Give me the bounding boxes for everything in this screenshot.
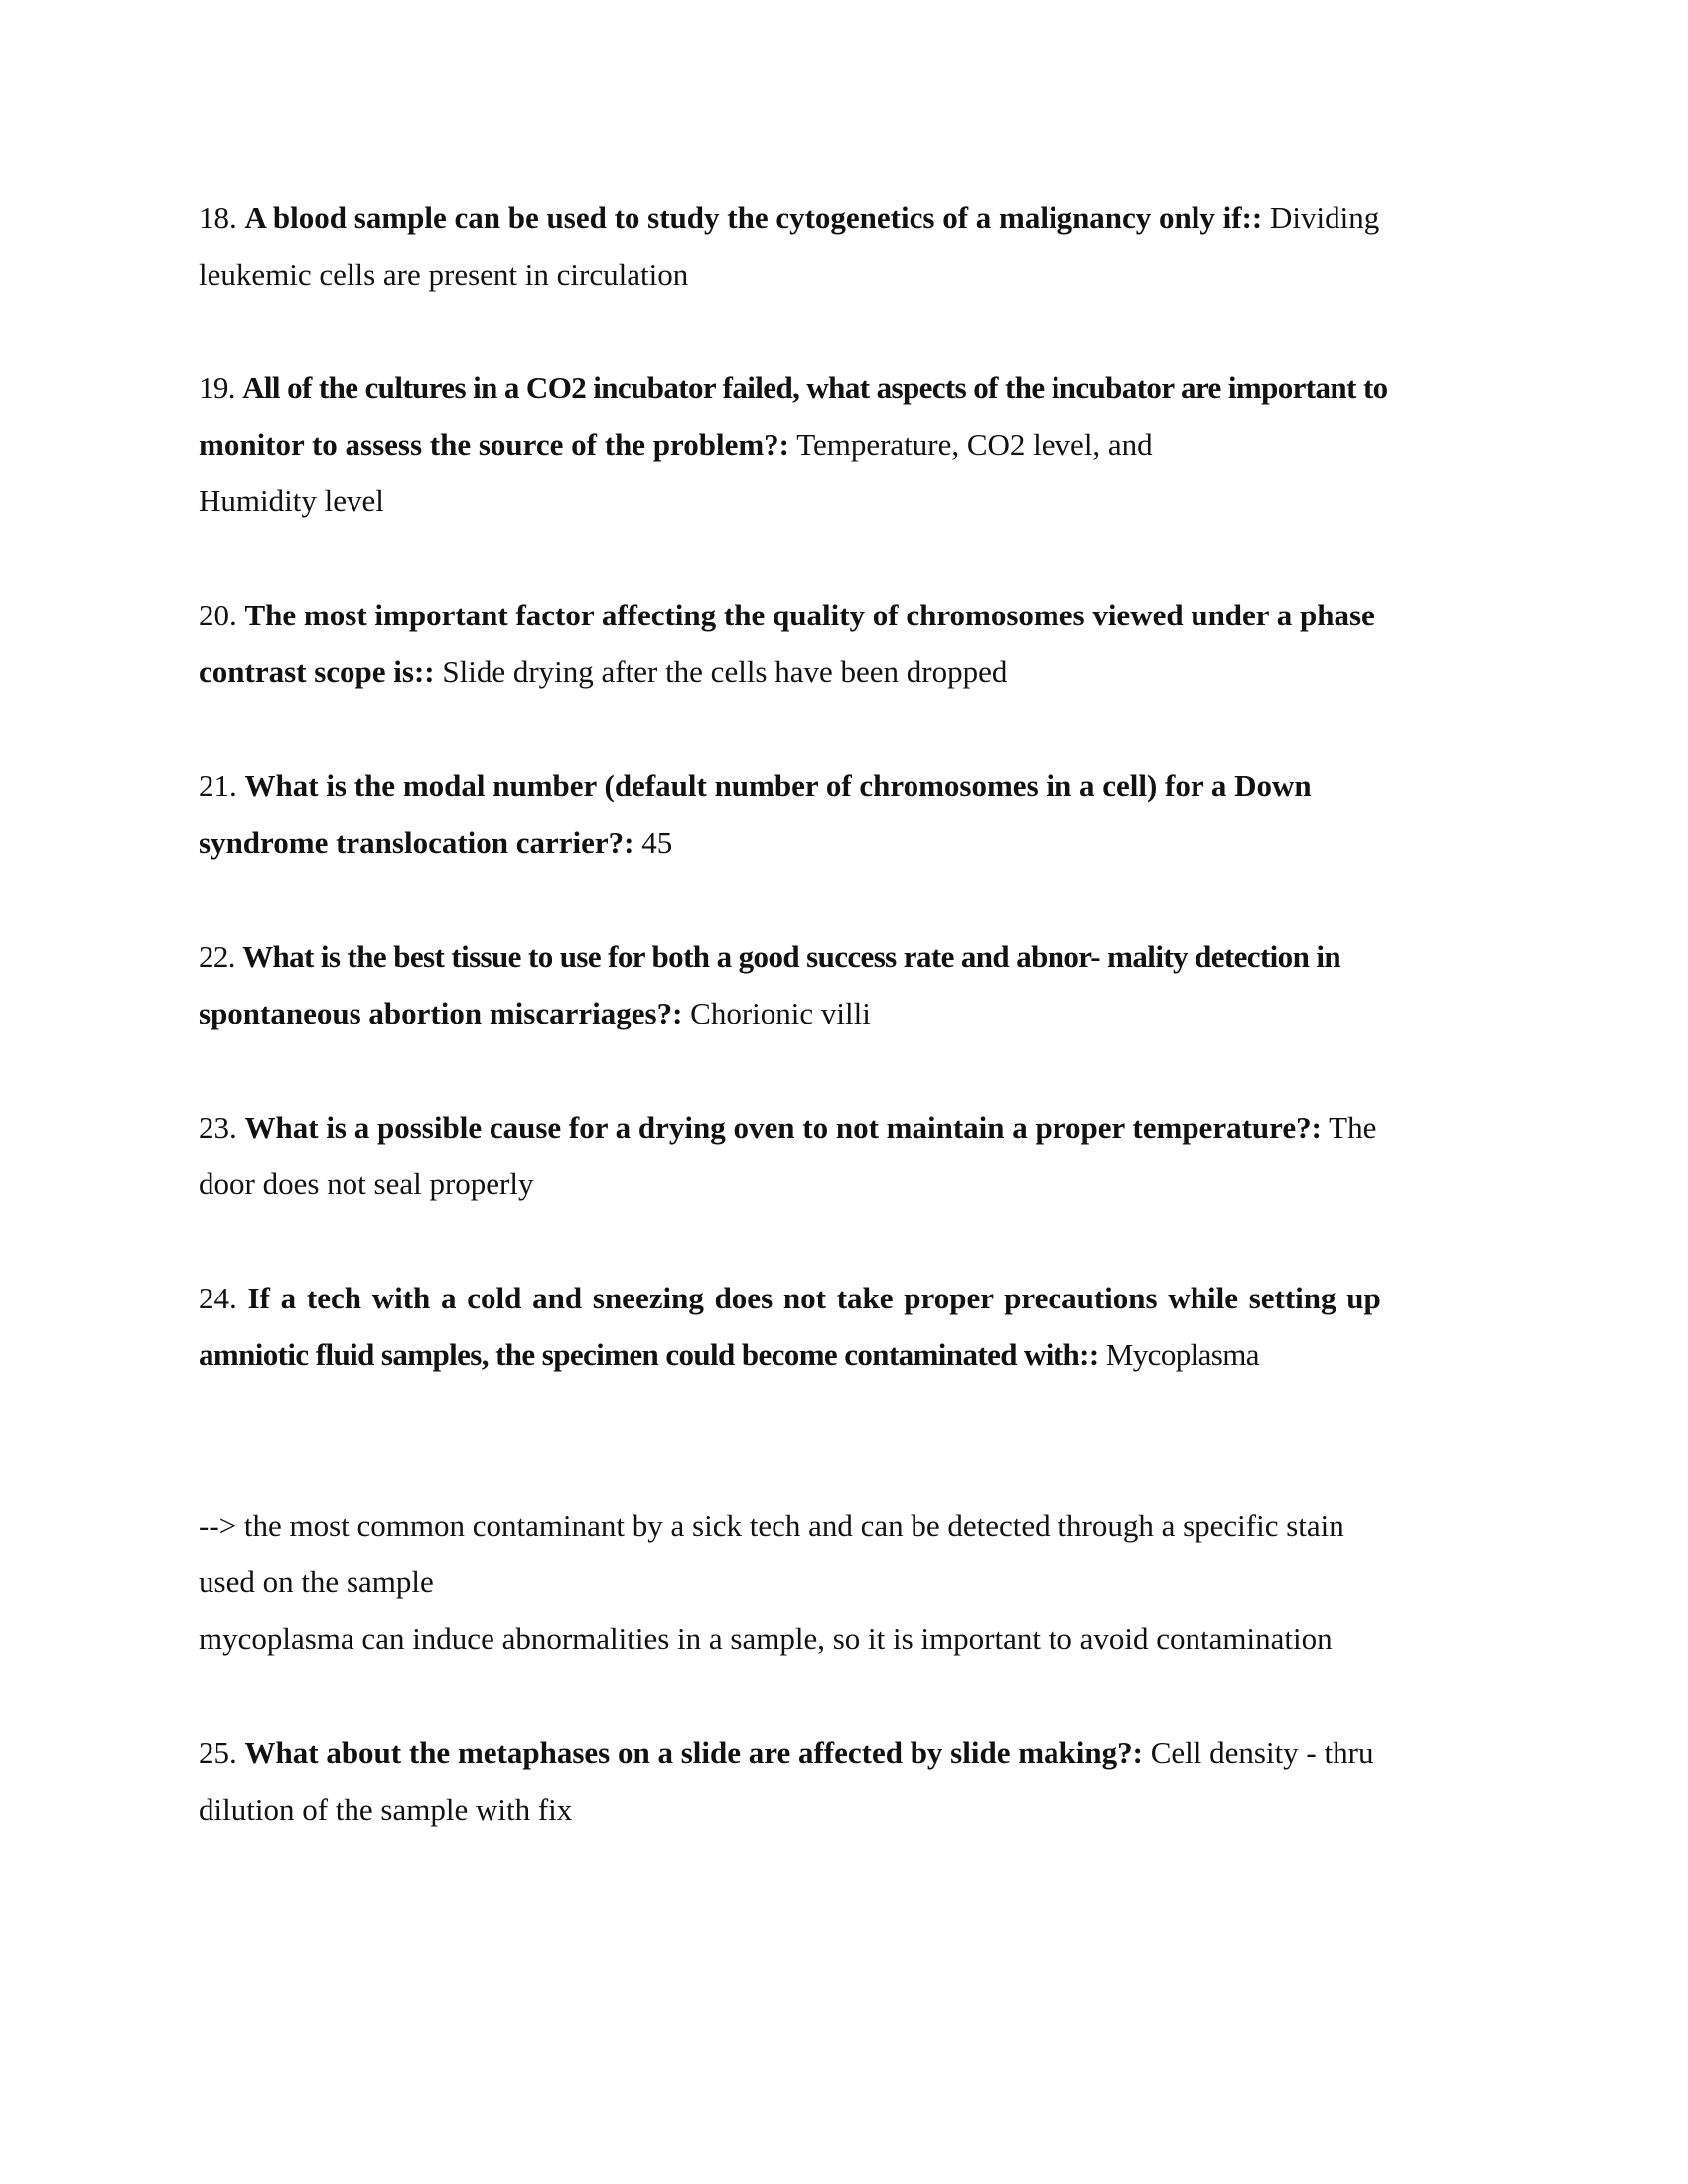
item-number: 24. (199, 1281, 237, 1315)
question-text: What is the best tissue to use for both a good success rate and abnor- mality detection in (242, 939, 1341, 974)
question-text: spontaneous abortion miscarriages?: (199, 996, 683, 1030)
item-number: 20. (199, 598, 237, 632)
question-text: All of the cultures in a CO2 incubator failed, what aspects of the incubator are important to (242, 370, 1388, 405)
question-text: What is the modal number (default number of chromosomes in a cell) for a Down (244, 768, 1312, 803)
item-number: 19. (199, 370, 235, 405)
question-text: If a tech with a cold and sneezing does not take proper precautions while setting up (247, 1281, 1381, 1315)
note-line: used on the sample (199, 1565, 434, 1599)
note-line: --> the most common contaminant by a sick tech and can be detected through a specific stain (199, 1508, 1344, 1543)
answer-text: Mycoplasma (1105, 1337, 1259, 1372)
question-text: A blood sample can be used to study the cytogenetics of a malignancy only if:: (244, 201, 1263, 235)
qa-item-20 (199, 587, 1489, 700)
answer-text: Chorionic villi (690, 996, 871, 1030)
item-number: 18. (199, 201, 237, 235)
question-text: What is a possible cause for a drying oven to not maintain a proper temperature?: (244, 1110, 1322, 1145)
answer-text: Temperature, CO2 level, and (796, 427, 1153, 462)
answer-text: The (1329, 1110, 1377, 1145)
question-text: monitor to assess the source of the problem?: (199, 427, 789, 462)
question-text: amniotic fluid samples, the specimen could become contaminated with:: (199, 1337, 1099, 1372)
qa-item-25 (199, 1724, 1489, 1838)
item-number: 25. (199, 1735, 237, 1770)
answer-text: Dividing (1270, 201, 1380, 235)
answer-text: Humidity level (199, 483, 384, 518)
answer-text: door does not seal properly (199, 1166, 534, 1201)
note-line: mycoplasma can induce abnormalities in a sample, so it is important to avoid contamination (199, 1621, 1333, 1656)
explanation-note (199, 1497, 1489, 1667)
question-text: The most important factor affecting the quality of chromosomes viewed under a phase (244, 598, 1375, 632)
qa-item-18 (199, 190, 1489, 303)
item-number: 22. (199, 939, 235, 974)
answer-text: 45 (641, 825, 673, 860)
question-text: contrast scope is:: (199, 654, 435, 689)
qa-item-21 (199, 757, 1489, 871)
answer-text: Slide drying after the cells have been dropped (442, 654, 1008, 689)
qa-item-24 (199, 1270, 1489, 1383)
answer-text: Cell density - thru (1150, 1735, 1374, 1770)
qa-item-23 (199, 1099, 1489, 1212)
answer-text: leukemic cells are present in circulation (199, 257, 689, 292)
item-number: 23. (199, 1110, 237, 1145)
qa-item-22 (199, 928, 1489, 1041)
question-text: What about the metaphases on a slide are affected by slide making?: (244, 1735, 1143, 1770)
question-text: syndrome translocation carrier?: (199, 825, 634, 860)
qa-item-19 (199, 359, 1489, 529)
item-number: 21. (199, 768, 237, 803)
answer-text: dilution of the sample with fix (199, 1792, 573, 1827)
